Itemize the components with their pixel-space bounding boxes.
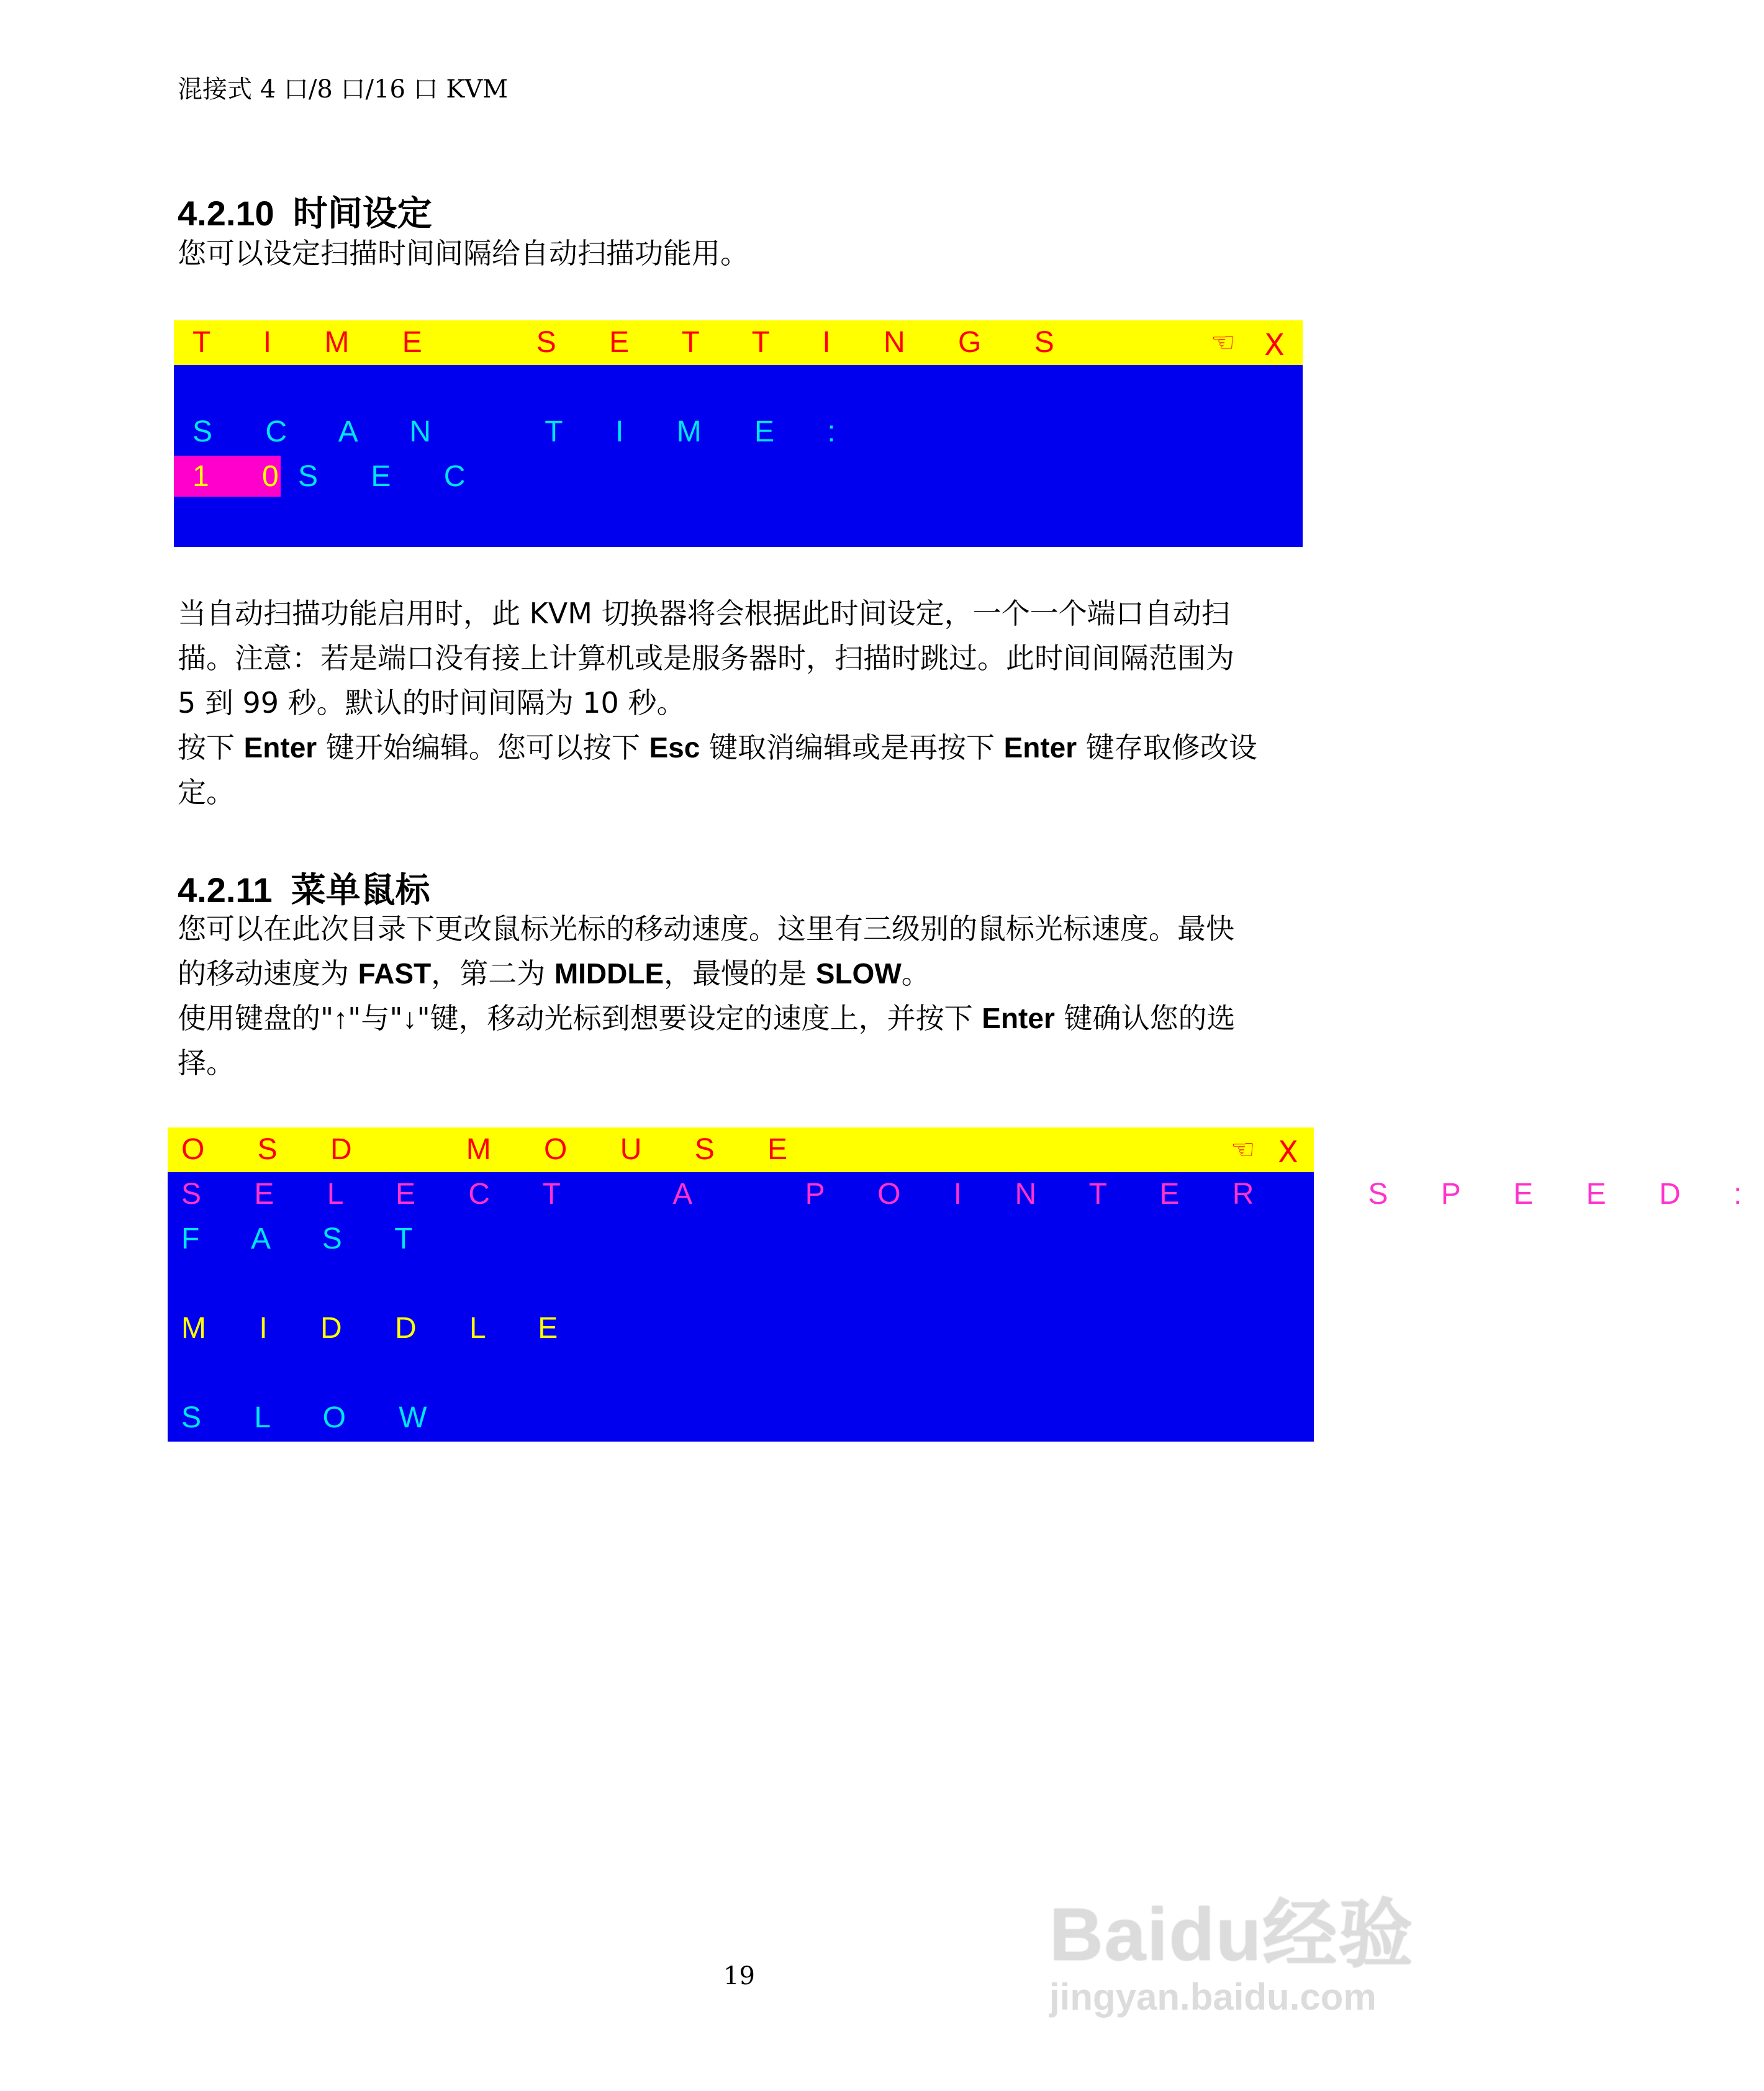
baidu-logo: Baidu经验 — [1049, 1893, 1414, 1976]
section-intro: 您可以设定扫描时间间隔给自动扫描功能用。 — [178, 237, 749, 270]
scan-time-value[interactable]: 1 0 — [192, 460, 301, 493]
speed-prompt: S E L E C T A P O I N T E R S P E E D : — [181, 1178, 1764, 1211]
section-heading-time — [178, 186, 432, 236]
scan-time-label: S C A N T I M E : — [192, 415, 858, 448]
middle-label: MIDDLE — [554, 957, 664, 990]
page-number: 19 — [723, 1962, 755, 1990]
desc-line — [178, 951, 1308, 996]
text-run: 的移动速度为 — [178, 957, 358, 990]
desc-line — [178, 725, 1308, 770]
time-description — [178, 591, 1308, 815]
desc-line: 您可以在此次目录下更改鼠标光标的移动速度。这里有三级别的鼠标光标速度。最快 — [178, 912, 1234, 946]
desc-line: 描。注意：若是端口没有接上计算机或是服务器时，扫描时跳过。此时间间隔范围为 — [178, 641, 1234, 675]
osd-title: T I M E S E T T I N G S — [192, 326, 1077, 359]
option-middle[interactable]: M I D D L E — [181, 1312, 581, 1345]
text-run: 键存取修改设 — [1077, 731, 1257, 764]
option-fast[interactable]: F A S T — [181, 1222, 435, 1255]
watermark — [1049, 1875, 1414, 2018]
text-run: 键确认您的选 — [1054, 1001, 1236, 1035]
desc-line — [178, 996, 1308, 1041]
arrow-up-icon: ↑ — [333, 1002, 348, 1034]
section-title: 菜单鼠标 — [291, 870, 430, 911]
text-run: 。 — [901, 957, 930, 990]
desc-line: 当自动扫描功能启用时，此 KVM 切换器将会根据此时间设定，一个一个端口自动扫 — [178, 597, 1230, 630]
text-run: 键开始编辑。您可以按下 — [317, 731, 649, 764]
hand-pointer-icon: ☜ — [1231, 1134, 1255, 1165]
fast-label: FAST — [358, 957, 432, 990]
osd-time-settings — [174, 320, 1303, 547]
text-run: "与" — [348, 1001, 403, 1035]
watermark-url: jingyan.baidu.com — [1049, 1976, 1377, 2018]
desc-line: 定。 — [178, 775, 235, 809]
osd-mouse — [168, 1127, 1764, 1442]
option-slow[interactable]: S L O W — [181, 1401, 450, 1434]
desc-line: 5 到 99 秒。默认的时间间隔为 10 秒。 — [178, 686, 685, 720]
desc-line: 择。 — [178, 1046, 235, 1080]
text-run: 按下 — [178, 731, 244, 764]
close-button[interactable]: X — [1278, 1135, 1298, 1170]
hand-pointer-icon: ☜ — [1211, 327, 1236, 358]
enter-key-label: Enter — [243, 731, 317, 764]
scan-time-unit: S E C — [298, 460, 488, 493]
osd-body — [174, 365, 1303, 547]
osd-title: O S D M O U S E — [181, 1133, 810, 1166]
text-run: 使用键盘的" — [178, 1001, 334, 1035]
mouse-description — [178, 906, 1308, 1085]
close-button[interactable]: X — [1264, 328, 1285, 363]
text-run: 键取消编辑或是再按下 — [700, 731, 1004, 764]
section-heading-mouse — [178, 863, 430, 913]
esc-key-label: Esc — [649, 731, 700, 764]
section-title: 时间设定 — [292, 194, 432, 234]
enter-key-label: Enter — [982, 1002, 1055, 1034]
text-run: ，最慢的是 — [664, 957, 816, 990]
slow-label: SLOW — [815, 957, 902, 990]
text-run: "键，移动光标到想要设定的速度上，并按下 — [417, 1001, 982, 1035]
text-run: ，第二为 — [431, 957, 554, 990]
enter-key-label: Enter — [1003, 731, 1077, 764]
arrow-down-icon: ↓ — [402, 1002, 417, 1034]
section-number: 4.2.11 — [178, 870, 273, 910]
running-header: 混接式 4 口/8 口/16 口 KVM — [178, 75, 509, 104]
section-number: 4.2.10 — [178, 194, 274, 233]
